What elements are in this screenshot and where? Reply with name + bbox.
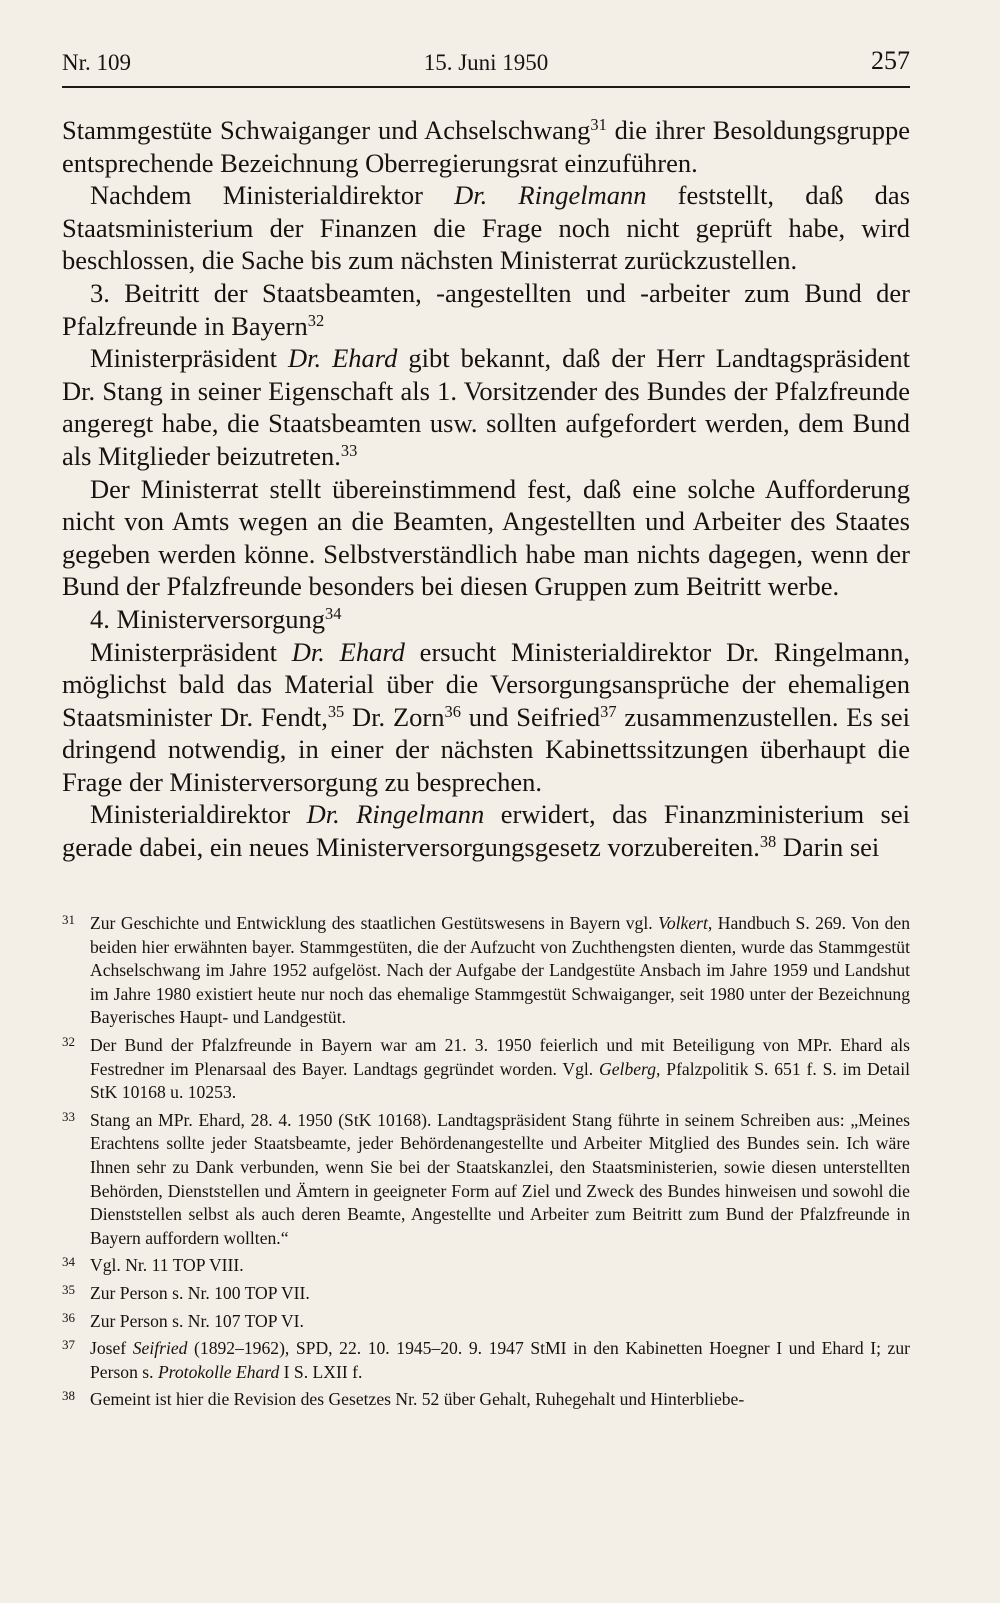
person-name: Dr. Ehard	[287, 343, 398, 374]
footnote: 37 Josef Seifried (1892–1962), SPD, 22. 10. 1945–20. 9. 1947 StMI in den Kabinetten Hoegner I und Ehard I; zur Person s. Protokolle Ehard I S. LXII f.	[62, 1337, 910, 1384]
paragraph: Stammgestüte Schwaiganger und Achselschwang$^{31}$ die ihrer Besoldungsgruppe entsprechende Bezeichnung Oberregierungsrat einzuführen.	[62, 114, 910, 178]
footnote-number: 32	[62, 1033, 75, 1049]
person-name: Dr. Ringelmann	[454, 180, 647, 211]
footnote-number: 38	[62, 1388, 75, 1404]
document-date: 15. Juni 1950	[423, 50, 549, 75]
footnote: 35 Zur Person s. Nr. 100 TOP VII.	[62, 1282, 910, 1306]
footnote: 32 Der Bund der Pfalzfreunde in Bayern war am 21. 3. 1950 feierlich und mit Beteiligung von MPr. Ehard als Festredner im Plenarsaal des Bayer. Landtags gegründet worden. Vgl. Gelberg, Pfalzpolitik S. 651 f. S. im Detail StK 10168 u. 10253.	[62, 1034, 910, 1105]
paragraph: Der Ministerrat stellt übereinstimmend fest, daß eine solche Aufforderung nicht von Amts wegen an die Beamten, Angestellten und Arbeiter des Staates gegeben werden könne. Selbstverständlich habe man nichts dagegen, wenn der Bund der Pfalzfreunde besonders bei diesen Gruppen zum Beitritt werbe.	[62, 473, 910, 602]
footnote-number: 37	[62, 1337, 75, 1353]
footnote-number: 34	[62, 1254, 75, 1270]
footnote: 33 Stang an MPr. Ehard, 28. 4. 1950 (StK 10168). Landtagspräsident Stang führte in seinem Schreiben aus: „Meines Erachtens sollte jeder Staatsbeamte, jeder Behördenangestellte und Arbeiter Mitglied des Bundes sein. Ich wäre Ihnen sehr zu Dank verbunden, wenn Sie bei der Staatskanzlei, den Staatsministerien, sowie diesen unterstellten Behörden, Dienststellen und Ämtern in geeigneter Form auf Ziel und Zweck des Bundes hinweisen und sowohl die Dienststellen selbst als auch deren Beamte, Angestellte und Arbeiter zum Beitritt zum Bund der Pfalzfreunde in Bayern auffordern wollten.“	[62, 1109, 910, 1251]
footnote: 36 Zur Person s. Nr. 107 TOP VI.	[62, 1310, 910, 1334]
main-text	[62, 114, 910, 864]
footnote-number: 33	[62, 1108, 75, 1124]
footnote-ref[interactable]: 36	[444, 701, 461, 721]
footnote-ref[interactable]: 32	[307, 310, 325, 330]
footnote: 38 Gemeint ist hier die Revision des Gesetzes Nr. 52 über Gehalt, Ruhegehalt und Hinterbliebe-	[62, 1388, 910, 1412]
footnote-number: 31	[62, 912, 75, 927]
person-name: Dr. Ringelmann	[306, 799, 485, 830]
footnote-ref[interactable]: 37	[600, 701, 617, 721]
agenda-item-heading: 3. Beitritt der Staatsbeamten, -angestellten und -arbeiter zum Bund der Pfalzfreunde in Bayern$^{32}$	[62, 277, 910, 341]
person-name: Dr. Ehard	[291, 636, 405, 667]
footnote: 34 Vgl. Nr. 11 TOP VIII.	[62, 1254, 910, 1278]
footnote: 31 Zur Geschichte und Entwicklung des staatlichen Gestütswesens in Bayern vgl. Volkert, Handbuch S. 269. Von den beiden hier erwähnten bayer. Stammgestüten, die der Aufzucht von Zuchthengsten dienten, wurde das Stammgestüt Achselschwang im Jahre 1952 aufgelöst. Nach der Aufgabe der Landgestüte Ansbach im Jahre 1959 und Landshut im Jahre 1980 existiert heute nur noch das ehemalige Stammgestüt Schwaiganger, seit 1980 unter der Bezeichnung Bayerisches Haupt- und Landgestüt.	[62, 912, 910, 1030]
footnote-ref[interactable]: 34	[325, 603, 342, 623]
agenda-item-heading: 4. Ministerversorgung$^{34}$	[90, 603, 342, 634]
footnotes	[62, 912, 910, 1416]
paragraph: Ministerialdirektor Dr. Ringelmann erwidert, das Finanzministerium sei gerade dabei, ein neues Ministerversorgungsgesetz vorzubereiten.$^{38}$ Darin sei	[62, 799, 910, 863]
running-header	[62, 46, 910, 84]
page-number: 257	[871, 46, 910, 75]
paragraph: Ministerpräsident Dr. Ehard gibt bekannt, daß der Herr Landtagspräsident Dr. Stang in seiner Eigenschaft als 1. Vorsitzender des Bundes der Pfalzfreunde angeregt habe, die Staatsbeamten usw. sollten aufgefordert werden, dem Bund als Mitglieder beizutreten.$^{33}$	[62, 343, 910, 471]
footnote-ref[interactable]: 38	[759, 832, 777, 852]
footnote-number: 36	[62, 1309, 75, 1325]
header-rule	[62, 86, 910, 88]
footnote-number: 35	[62, 1281, 75, 1297]
paragraph: Ministerpräsident Dr. Ehard ersucht Ministerialdirektor Dr. Ringelmann, möglichst bald das Material über die Versorgungsansprüche der ehemaligen Staatsminister Dr. Fendt,$^{35}$ Dr. Zorn$^{36}$ und Seifried$^{37}$ zusammenzustellen. Es sei dringend notwendig, in einer der nächsten Kabinettssitzungen überhaupt die Frage der Ministerversorgung zu besprechen.	[62, 636, 911, 797]
footnote-ref[interactable]: 31	[590, 114, 607, 134]
paragraph: Nachdem Ministerialdirektor Dr. Ringelmann feststellt, daß das Staatsministerium der Finanzen die Frage noch nicht geprüft habe, wird beschlossen, die Sache bis zum nächsten Ministerrat zurückzustellen.	[62, 180, 911, 276]
footnote-ref[interactable]: 35	[327, 701, 345, 721]
document-number: Nr. 109	[62, 50, 131, 75]
footnote-ref[interactable]: 33	[340, 440, 358, 460]
